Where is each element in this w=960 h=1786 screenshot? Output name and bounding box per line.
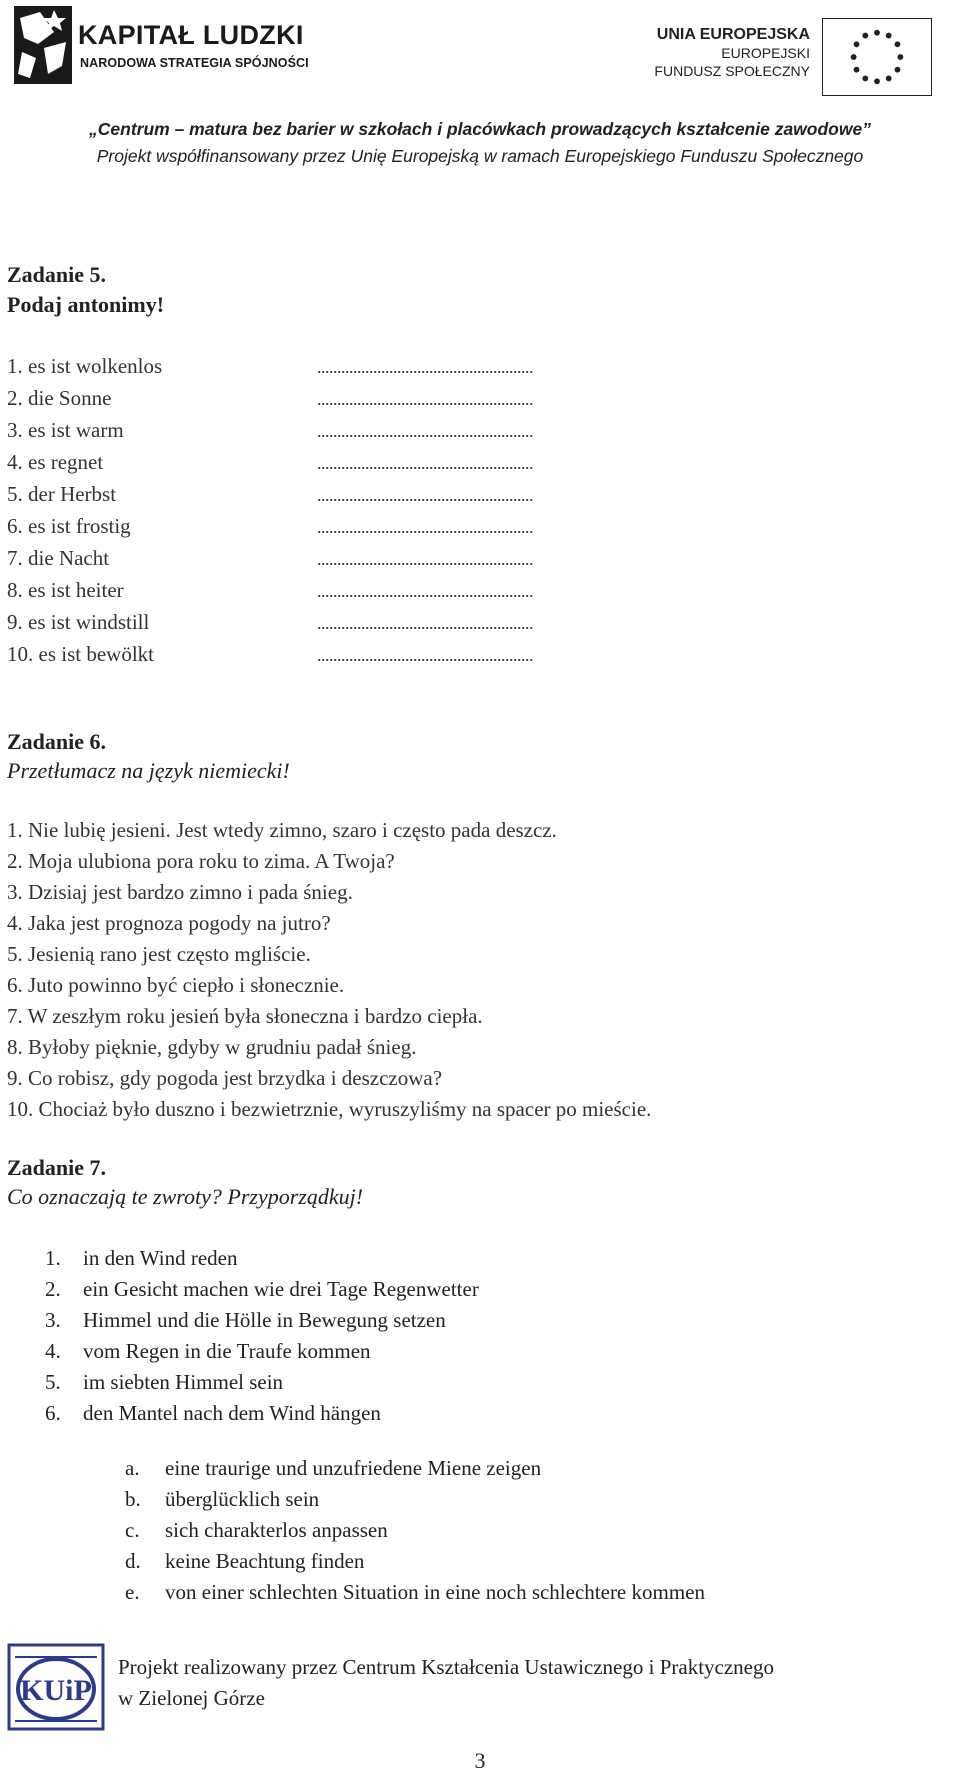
meaning-item: a. eine traurige und unzufriedene Miene zeigen	[125, 1456, 542, 1480]
answer-blank[interactable]: ......................................................	[317, 613, 533, 633]
list-item	[7, 447, 533, 479]
list-item: 2. Moja ulubiona pora roku to zima. A Twoja?	[7, 849, 395, 873]
task-7-instruction: Co oznaczają te zwroty? Przyporządkuj!	[7, 1184, 364, 1209]
task-5-list	[7, 351, 533, 671]
footer-line-1: Projekt realizowany przez Centrum Kształcenia Ustawicznego i Praktycznego	[118, 1655, 774, 1679]
task-5-instruction: Podaj antonimy!	[7, 292, 165, 317]
antonym-prompt: 2. die Sonne	[7, 386, 112, 410]
task-6-list	[7, 815, 651, 1125]
list-item: 7. W zeszłym roku jesień była słoneczna i bardzo ciepła.	[7, 1004, 483, 1028]
antonym-prompt: 6. es ist frostig	[7, 514, 131, 538]
eu-stars	[851, 30, 904, 85]
antonym-prompt: 7. die Nacht	[7, 546, 110, 570]
phrase-item: 1. in den Wind reden	[45, 1246, 238, 1270]
list-item: 8. Byłoby pięknie, gdyby w grudniu padał śnieg.	[7, 1035, 417, 1059]
answer-blank[interactable]: ......................................................	[317, 517, 533, 537]
eu-line-1: UNIA EUROPEJSKA	[656, 26, 810, 43]
meaning-item: c. sich charakterlos anpassen	[125, 1518, 388, 1542]
task-6-heading: Zadanie 6.	[7, 729, 107, 754]
page-number: 3	[474, 1748, 486, 1773]
kuip-logo-text: KUiP	[20, 1674, 92, 1707]
answer-blank[interactable]: ......................................................	[317, 581, 533, 601]
task-7-meanings	[125, 1453, 705, 1608]
antonym-prompt: 1. es ist wolkenlos	[7, 354, 163, 378]
list-item: 4. Jaka jest prognoza pogody na jutro?	[7, 911, 331, 935]
eu-line-2: EUROPEJSKI	[721, 45, 810, 61]
antonym-prompt: 3. es ist warm	[7, 418, 124, 442]
list-item	[7, 543, 533, 575]
list-item	[7, 479, 533, 511]
task-6-instruction: Przetłumacz na język niemiecki!	[7, 758, 290, 783]
phrase-item: 5. im siebten Himmel sein	[45, 1370, 284, 1394]
list-item	[7, 607, 533, 639]
list-item: 6. Juto powinno być ciepło i słonecznie.	[7, 973, 345, 997]
eu-flag-icon	[822, 18, 932, 96]
answer-blank[interactable]: ......................................................	[317, 453, 533, 473]
kapital-ludzki-logo	[14, 4, 304, 99]
list-item: 1. Nie lubię jesieni. Jest wtedy zimno, szaro i często pada deszcz.	[7, 818, 557, 842]
list-item: 3. Dzisiaj jest bardzo zimno i pada śnieg.	[7, 880, 353, 904]
answer-blank[interactable]: ......................................................	[317, 421, 533, 441]
antonym-prompt: 10. es ist bewölkt	[7, 642, 154, 666]
eu-line-3: FUNDUSZ SPOŁECZNY	[654, 63, 810, 79]
kl-logo-subtitle: NARODOWA STRATEGIA SPÓJNOŚCI	[80, 56, 309, 70]
phrase-item: 3. Himmel und die Hölle in Bewegung setzen	[45, 1308, 446, 1332]
list-item	[7, 351, 533, 383]
phrase-item: 6. den Mantel nach dem Wind hängen	[45, 1401, 381, 1425]
list-item	[7, 511, 533, 543]
meaning-item: b. überglücklich sein	[125, 1487, 320, 1511]
list-item: 10. Chociaż było duszno i bezwietrznie, wyruszyliśmy na spacer po mieście.	[7, 1097, 652, 1121]
project-subtitle: Projekt współfinansowany przez Unię Europejską w ramach Europejskiego Funduszu Społecznego	[96, 146, 864, 166]
list-item	[7, 639, 533, 671]
meaning-item: d. keine Beachtung finden	[125, 1549, 365, 1573]
answer-blank[interactable]: ......................................................	[317, 485, 533, 505]
answer-blank[interactable]: ......................................................	[317, 357, 533, 377]
kuip-logo	[7, 1643, 105, 1731]
answer-blank[interactable]: ......................................................	[317, 549, 533, 569]
footer-line-2: w Zielonej Górze	[118, 1686, 265, 1710]
antonym-prompt: 5. der Herbst	[7, 482, 117, 506]
answer-blank[interactable]: ......................................................	[317, 645, 533, 665]
list-item	[7, 575, 533, 607]
list-item: 5. Jesienią rano jest często mgliście.	[7, 942, 311, 966]
antonym-prompt: 4. es regnet	[7, 450, 104, 474]
meaning-item: e. von einer schlechten Situation in eine noch schlechtere kommen	[125, 1580, 705, 1604]
phrase-item: 2. ein Gesicht machen wie drei Tage Regenwetter	[45, 1277, 479, 1301]
antonym-prompt: 9. es ist windstill	[7, 610, 150, 634]
eu-logo-text	[640, 26, 810, 80]
answer-blank[interactable]: ......................................................	[317, 389, 533, 409]
antonym-prompt: 8. es ist heiter	[7, 578, 124, 602]
list-item: 9. Co robisz, gdy pogoda jest brzydka i deszczowa?	[7, 1066, 443, 1090]
task-7-heading: Zadanie 7.	[7, 1155, 107, 1180]
list-item	[7, 415, 533, 447]
phrase-item: 4. vom Regen in die Traufe kommen	[45, 1339, 371, 1363]
footer-text	[118, 1652, 774, 1714]
kl-logo-title: KAPITAŁ LUDZKI	[78, 20, 304, 50]
task-5-heading: Zadanie 5.	[7, 262, 107, 287]
task-7-phrases	[45, 1243, 479, 1429]
list-item	[7, 383, 533, 415]
project-title: „Centrum – matura bez barier w szkołach i placówkach prowadzących kształcenie zawodowe”	[89, 119, 871, 139]
